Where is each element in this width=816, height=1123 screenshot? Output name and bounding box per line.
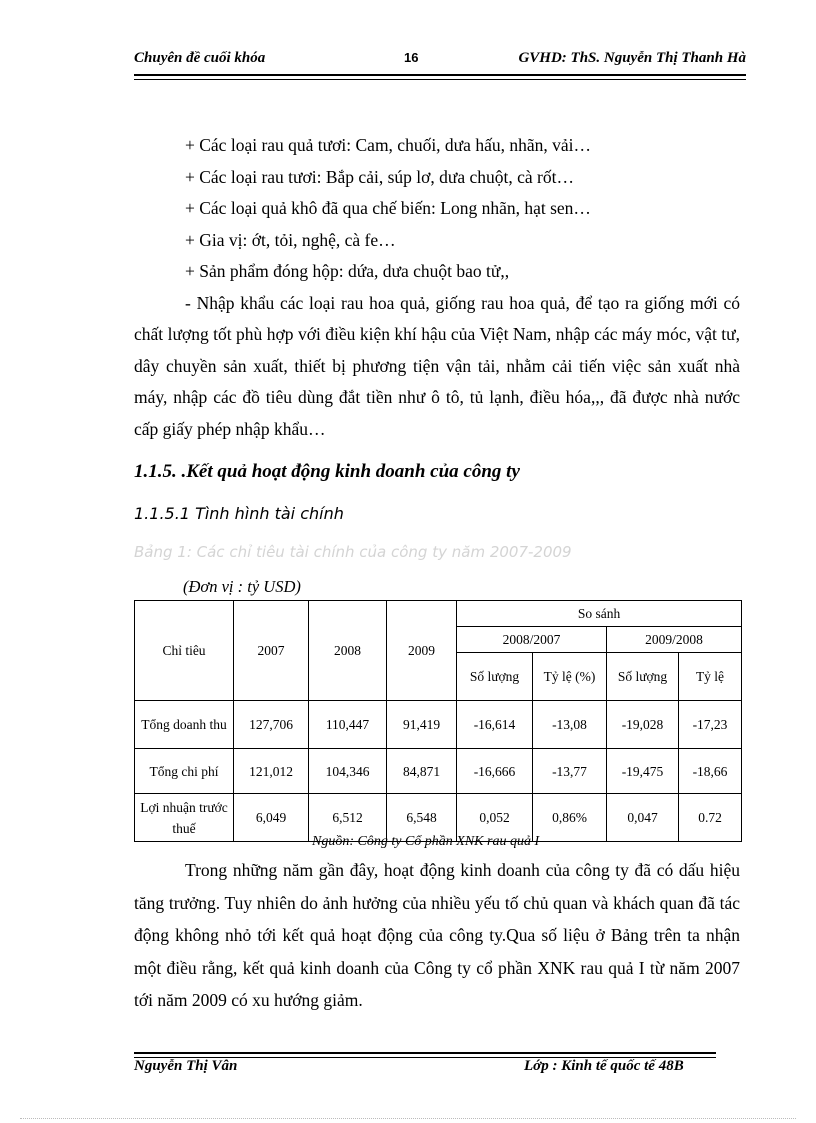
cell: -13,77 bbox=[533, 749, 607, 794]
sub-heading: 1.1.5.1 Tình hình tài chính bbox=[134, 504, 344, 523]
section-heading: 1.1.5. .Kết quả hoạt động kinh doanh của công ty bbox=[134, 461, 520, 482]
header-indicator: Chỉ tiêu bbox=[135, 601, 234, 701]
list-item: + Các loại quả khô đã qua chế biến: Long nhãn, hạt sen… bbox=[185, 198, 591, 218]
conclusion-paragraph: Trong những năm gần đây, hoạt động kinh doanh của công ty đã có dấu hiệu tăng trưởng. Tuy nhiên do ảnh hưởng của nhiều yếu tố chủ quan và khách quan đã tác động không nhỏ tới kết quả hoạt động của công ty.Qua số liệu ở Bảng trên ta nhận một điều rằng, kết quả kinh doanh của Công ty cổ phần XNK rau quả I từ năm 2007 tới năm 2009 có xu hướng giảm. bbox=[134, 860, 740, 1010]
cell: -17,23 bbox=[679, 701, 742, 749]
unit-label: (Đơn vị : tỷ USD) bbox=[183, 577, 301, 596]
footer-author: Nguyễn Thị Vân bbox=[134, 1058, 238, 1074]
cell: 104,346 bbox=[309, 749, 387, 794]
body-bottom bbox=[134, 854, 740, 1017]
cell: 6,049 bbox=[234, 794, 309, 842]
cell: 0,047 bbox=[607, 794, 679, 842]
header-rate: Tỷ lệ (%) bbox=[533, 653, 607, 701]
cell: 0,86% bbox=[533, 794, 607, 842]
cell: 0.72 bbox=[679, 794, 742, 842]
header-2007: 2007 bbox=[234, 601, 309, 701]
row-label: Tổng doanh thu bbox=[135, 701, 234, 749]
cell: -16,666 bbox=[457, 749, 533, 794]
header-amount: Số lượng bbox=[457, 653, 533, 701]
cell: 6,548 bbox=[387, 794, 457, 842]
header-2009: 2009 bbox=[387, 601, 457, 701]
page-header bbox=[134, 44, 746, 74]
header-rate: Tỷ lệ bbox=[679, 653, 742, 701]
list-item: + Gia vị: ớt, tỏi, nghệ, cà fe… bbox=[185, 229, 396, 250]
cell: 91,419 bbox=[387, 701, 457, 749]
cell: -19,028 bbox=[607, 701, 679, 749]
header-rule bbox=[134, 74, 746, 80]
header-supervisor: GVHD: ThS. Nguyễn Thị Thanh Hà bbox=[518, 50, 746, 66]
header-2008-2007: 2008/2007 bbox=[457, 627, 607, 653]
row-label: Lợi nhuận trước thuế bbox=[135, 794, 234, 842]
import-paragraph: - Nhập khẩu các loại rau hoa quả, giống rau hoa quả, để tạo ra giống mới có chất lượng tốt phù hợp với điều kiện khí hậu của Việt Nam, nhập các máy móc, vật tư, dây chuyền sản xuất, thiết bị phương tiện vận tải, nhằm cải tiến việc sản xuất nhà máy, nhập các đồ tiêu dùng đắt tiền như ô tô, tủ lạnh, điều hóa,,, đã được nhà nước cấp giấy phép nhập khẩu… bbox=[134, 292, 740, 439]
table-row bbox=[135, 749, 742, 794]
cell: -13,08 bbox=[533, 701, 607, 749]
body-top bbox=[134, 130, 740, 445]
footer-class: Lớp : Kinh tế quốc tế 48B bbox=[524, 1058, 684, 1074]
list-item: + Các loại rau tươi: Bắp cải, súp lơ, dưa chuột, cà rốt… bbox=[185, 166, 574, 187]
cell: -18,66 bbox=[679, 749, 742, 794]
page-bottom-edge bbox=[20, 1118, 796, 1119]
header-compare: So sánh bbox=[457, 601, 742, 627]
cell: -19,475 bbox=[607, 749, 679, 794]
header-2009-2008: 2009/2008 bbox=[607, 627, 742, 653]
cell: -16,614 bbox=[457, 701, 533, 749]
table-row bbox=[135, 701, 742, 749]
header-amount: Số lượng bbox=[607, 653, 679, 701]
cell: 121,012 bbox=[234, 749, 309, 794]
page-number: 16 bbox=[404, 50, 419, 65]
header-2008: 2008 bbox=[309, 601, 387, 701]
cell: 110,447 bbox=[309, 701, 387, 749]
table-caption: Bảng 1: Các chỉ tiêu tài chính của công ty năm 2007-2009 bbox=[134, 543, 572, 561]
list-item: + Sản phẩm đóng hộp: dứa, dưa chuột bao tử,, bbox=[185, 261, 510, 281]
cell: 0,052 bbox=[457, 794, 533, 842]
cell: 6,512 bbox=[309, 794, 387, 842]
list-item: + Các loại rau quả tươi: Cam, chuối, dưa hấu, nhãn, vải… bbox=[185, 135, 591, 155]
table-source: Nguồn: Công ty Cổ phần XNK rau quả I bbox=[312, 834, 540, 849]
row-label: Tổng chi phí bbox=[135, 749, 234, 794]
financial-table bbox=[134, 600, 742, 842]
header-title: Chuyên đề cuối khóa bbox=[134, 50, 266, 66]
cell: 127,706 bbox=[234, 701, 309, 749]
cell: 84,871 bbox=[387, 749, 457, 794]
